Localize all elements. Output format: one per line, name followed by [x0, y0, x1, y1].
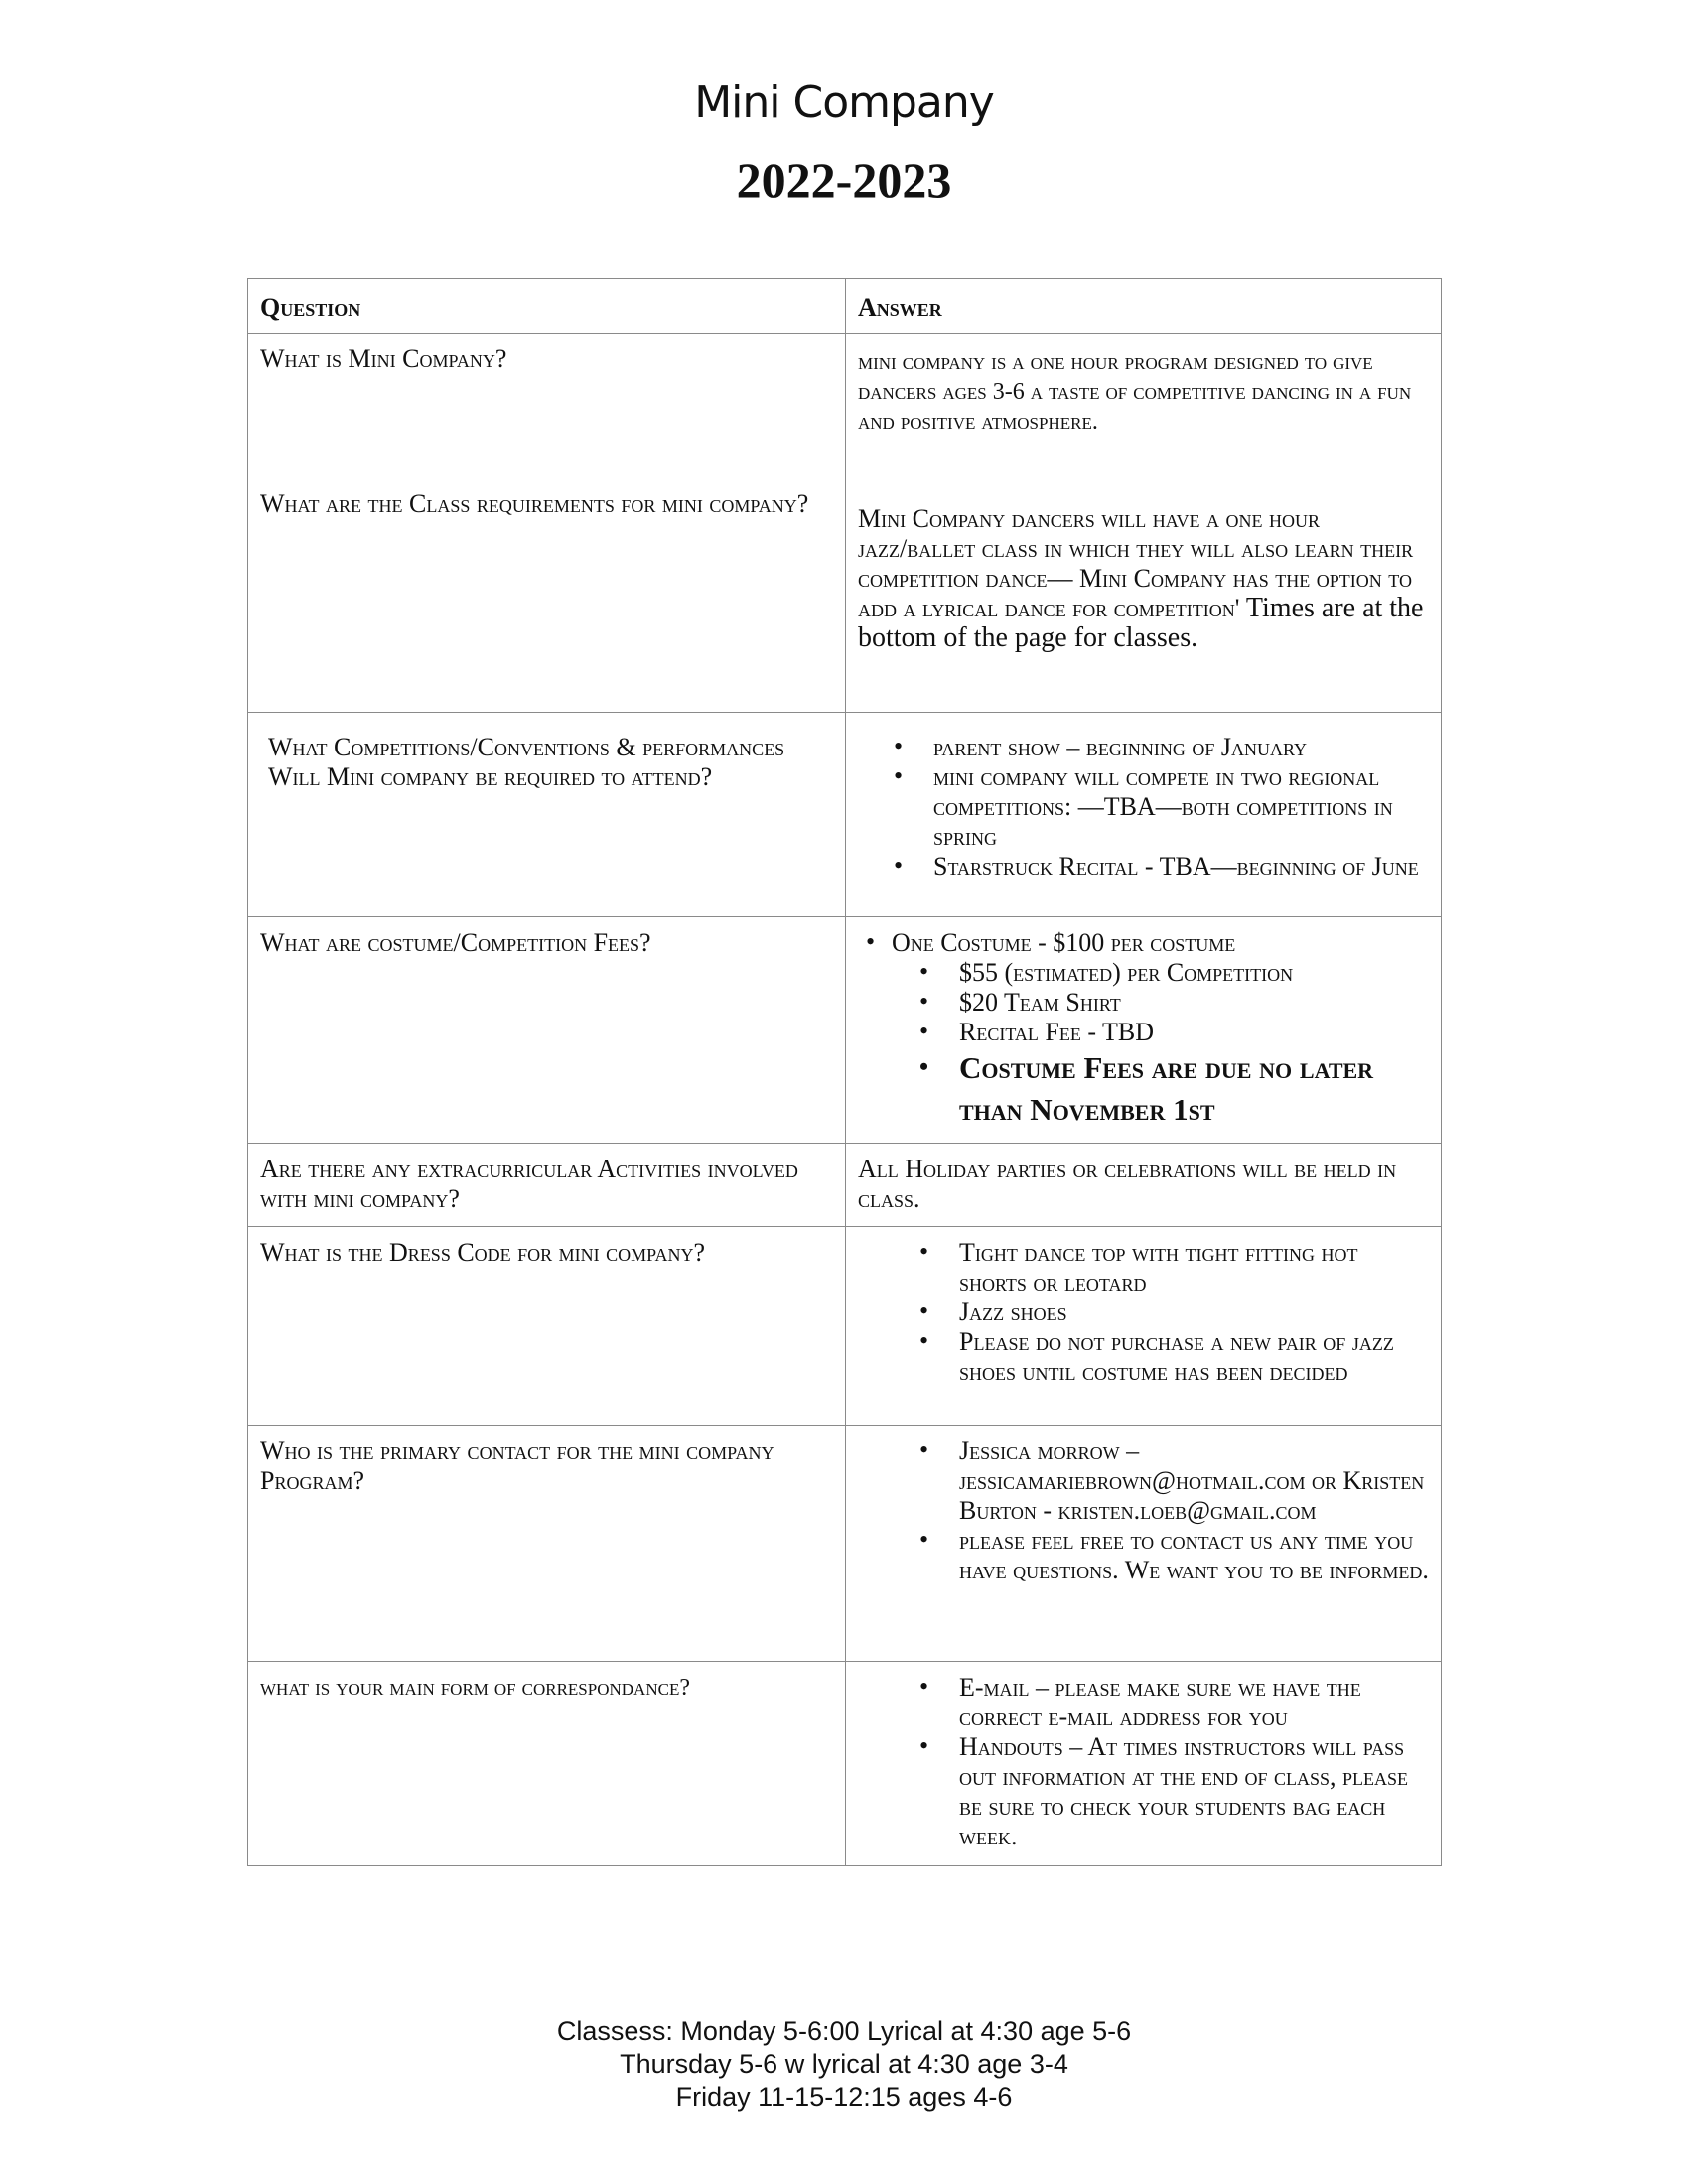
table-row — [248, 1144, 1442, 1227]
question-cell: What are the Class requirements for mini company? — [248, 478, 846, 713]
page-year: 2022-2023 — [736, 152, 952, 207]
question-cell: What is Mini Company? — [248, 334, 846, 478]
bullet-list — [858, 1238, 1429, 1387]
question-cell — [248, 713, 846, 917]
table-row — [248, 334, 1442, 478]
list-item: • Handouts – At times instructors will pass out information at the end of class, please be sure to check your students bag each week. — [959, 1732, 1429, 1851]
class-schedule — [0, 2015, 1688, 2114]
question-cell: What is the Dress Code for mini company? — [248, 1227, 846, 1426]
list-item: • $55 (estimated) per Competition — [959, 958, 1429, 988]
answer-cell — [846, 478, 1442, 713]
column-header-question: Question — [248, 279, 846, 334]
list-item: • $20 Team Shirt — [959, 988, 1429, 1018]
list-item: • please feel free to contact us any time you have questions. We want you to be informed. — [959, 1526, 1429, 1585]
table-row — [248, 478, 1442, 713]
table-row — [248, 917, 1442, 1144]
list-item: • Please do not purchase a new pair of jazz shoes until costume has been decided — [959, 1327, 1429, 1387]
answer-text-tail: Times are at the bottom of the page for classes. — [858, 593, 1424, 653]
answer-text: Mini Company dancers will have a one hour jazz/ballet class in which they will also learn their competition dance— Mini Company has the option to add a lyrical dance for competition' — [858, 504, 1414, 622]
question-cell: what is your main form of correspondance? — [248, 1662, 846, 1866]
bullet-list — [858, 1673, 1429, 1851]
list-item: • parent show – beginning of January — [933, 733, 1429, 762]
bullet-list — [858, 1436, 1429, 1585]
answer-cell — [846, 713, 1442, 917]
table-header-row — [248, 279, 1442, 334]
schedule-line: Classess: Monday 5-6:00 Lyrical at 4:30 age 5-6 — [556, 2016, 1132, 2046]
schedule-line: Thursday 5-6 w lyrical at 4:30 age 3-4 — [620, 2049, 1068, 2079]
table-row — [248, 1227, 1442, 1426]
question-text: What Competitions/Conventions & performances Will Mini company be required to attend? — [268, 733, 785, 791]
list-item: • Tight dance top with tight fitting hot shorts or leotard — [959, 1238, 1429, 1297]
question-cell: Are there any extracurricular Activities involved with mini company? — [248, 1144, 846, 1227]
answer-cell: All Holiday parties or celebrations will be held in class. — [846, 1144, 1442, 1227]
list-item-deadline: • Costume Fees are due no later than November 1st — [959, 1047, 1429, 1131]
column-header-answer: Answer — [846, 279, 1442, 334]
question-cell: What are costume/Competition Fees? — [248, 917, 846, 1144]
list-item: • Jazz shoes — [959, 1297, 1429, 1327]
page-title: Mini Company — [694, 77, 994, 128]
table-row — [248, 713, 1442, 917]
bullet-list — [858, 733, 1429, 882]
faq-table — [247, 278, 1442, 1866]
bullet-list — [858, 928, 1429, 958]
list-item: • Starstruck Recital - TBA—beginning of June — [933, 852, 1429, 882]
answer-cell — [846, 1227, 1442, 1426]
question-cell: Who is the primary contact for the mini company Program? — [248, 1426, 846, 1662]
list-item: • E-mail – please make sure we have the correct e-mail address for you — [959, 1673, 1429, 1732]
bullet-list-nested — [858, 958, 1429, 1131]
answer-cell — [846, 1662, 1442, 1866]
table-row — [248, 1426, 1442, 1662]
schedule-line: Friday 11-15-12:15 ages 4-6 — [675, 2082, 1013, 2112]
list-item: • mini company will compete in two regional competitions: —TBA—both competitions in spring — [933, 762, 1429, 852]
list-item-contact: • Jessica morrow – jessicamariebrown@hotmail.com or Kristen Burton - kristen.loeb@gmail.com — [959, 1436, 1429, 1526]
answer-cell — [846, 1426, 1442, 1662]
answer-cell — [846, 917, 1442, 1144]
answer-cell: mini company is a one hour program designed to give dancers ages 3-6 a taste of competitive dancing in a fun and positive atmosphere. — [846, 334, 1442, 478]
list-item: • Recital Fee - TBD — [959, 1018, 1429, 1047]
list-item: • One Costume - $100 per costume — [892, 928, 1429, 958]
table-row — [248, 1662, 1442, 1866]
